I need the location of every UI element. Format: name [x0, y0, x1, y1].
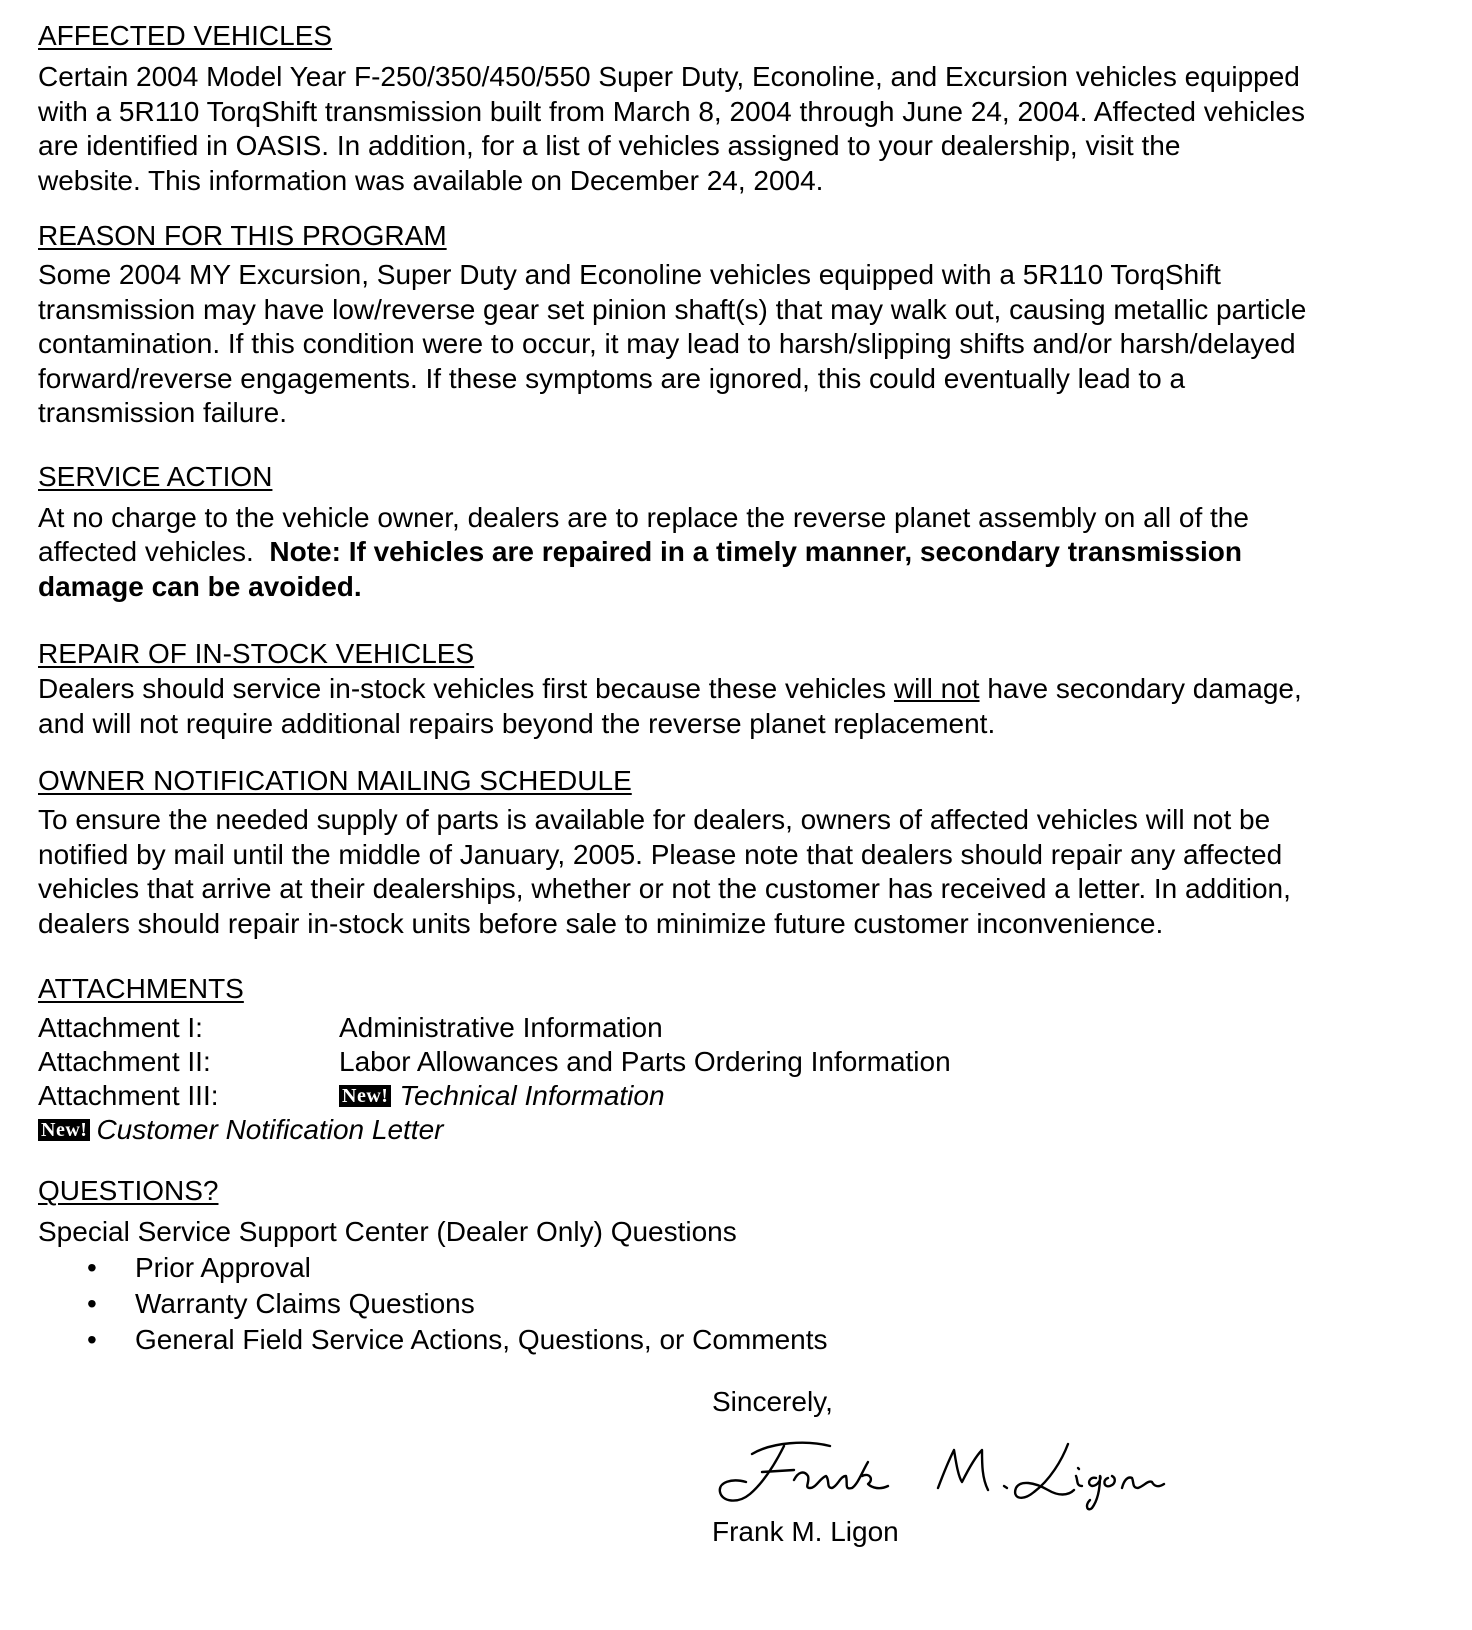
- attachments-section: [38, 971, 1458, 1147]
- in-stock-line: and will not require additional repairs beyond the reverse planet replacement.: [38, 707, 996, 739]
- affected-vehicles-heading: AFFECTED VEHICLES: [38, 20, 333, 51]
- mailing-schedule-section: [38, 763, 1458, 941]
- affected-line: website. This information was available on December 24, 2004.: [38, 164, 824, 196]
- mailing-line: notified by mail until the middle of January, 2005. Please note that dealers should repair any affected: [38, 838, 1283, 870]
- customer-letter-row: [38, 1113, 1458, 1147]
- list-item: [38, 1286, 1458, 1322]
- list-item: [38, 1250, 1458, 1286]
- list-item: [38, 1322, 1458, 1358]
- in-stock-line: [38, 672, 1458, 707]
- reason-heading: REASON FOR THIS PROGRAM: [38, 220, 447, 251]
- affected-line: with a 5R110 TorqShift transmission built from March 8, 2004 through June 24, 2004. Affected vehicles: [38, 95, 1305, 127]
- affected-vehicles-section: [38, 18, 1458, 198]
- list-item-label: General Field Service Actions, Questions, or Comments: [135, 1323, 828, 1355]
- reason-line: Some 2004 MY Excursion, Super Duty and Econoline vehicles equipped with a 5R110 TorqShift: [38, 259, 1221, 290]
- in-stock-heading: REPAIR OF IN-STOCK VEHICLES: [38, 638, 475, 669]
- will-not-emphasis: will not: [893, 673, 980, 704]
- attachment-label: Attachment II:: [38, 1046, 211, 1077]
- attachment-label: Attachment III:: [38, 1080, 219, 1111]
- list-item-label: Prior Approval: [135, 1251, 311, 1283]
- service-action-section: [38, 459, 1458, 605]
- service-line: [38, 535, 1458, 570]
- new-badge: New!: [38, 1119, 90, 1141]
- mailing-line: vehicles that arrive at their dealerships, whether or not the customer has received a letter. In addition,: [38, 873, 1291, 904]
- affected-line: Certain 2004 Model Year F-250/350/450/550 Super Duty, Econoline, and Excursion vehicles equipped: [38, 61, 1300, 92]
- attachment-row: [38, 1011, 1458, 1045]
- service-text: affected vehicles.: [38, 536, 270, 567]
- affected-line: are identified in OASIS. In addition, for a list of vehicles assigned to your dealership, visit the: [38, 130, 1181, 161]
- attachment-row: [38, 1045, 1458, 1079]
- new-badge: New!: [339, 1085, 391, 1107]
- attachments-heading: ATTACHMENTS: [38, 973, 244, 1004]
- attachment-value-wrap: [339, 1079, 665, 1113]
- attachment-row: [38, 1079, 1458, 1113]
- reason-line: contamination. If this condition were to occur, it may lead to harsh/slipping shifts and/or harsh/delayed: [38, 328, 1296, 359]
- bullet-icon: •: [87, 1323, 97, 1355]
- bullet-icon: •: [87, 1251, 97, 1283]
- service-note-line: damage can be avoided.: [38, 570, 362, 602]
- reason-section: [38, 218, 1458, 431]
- attachment-label: Attachment I:: [38, 1012, 203, 1043]
- mailing-line: dealers should repair in-stock units before sale to minimize future customer inconvenience.: [38, 907, 1164, 939]
- reason-line: transmission failure.: [38, 397, 287, 428]
- salutation: Sincerely,: [712, 1386, 833, 1417]
- questions-list: [38, 1250, 1458, 1358]
- attachment-value: Technical Information: [399, 1080, 665, 1111]
- attachment-value: Administrative Information: [339, 1012, 663, 1043]
- handwritten-signature: [712, 1432, 1172, 1512]
- questions-intro: Special Service Support Center (Dealer Only) Questions: [38, 1216, 737, 1247]
- list-item-label: Warranty Claims Questions: [135, 1287, 475, 1319]
- customer-letter-wrap: [38, 1113, 443, 1147]
- service-line: At no charge to the vehicle owner, dealers are to replace the reverse planet assembly on all of the: [38, 501, 1249, 533]
- in-stock-text: Dealers should service in-stock vehicles first because these vehicles: [38, 673, 894, 704]
- mailing-schedule-heading: OWNER NOTIFICATION MAILING SCHEDULE: [38, 765, 632, 796]
- in-stock-section: [38, 636, 1458, 741]
- reason-line: forward/reverse engagements. If these symptoms are ignored, this could eventually lead to a: [38, 362, 1186, 394]
- mailing-line: To ensure the needed supply of parts is available for dealers, owners of affected vehicles will not be: [38, 804, 1271, 835]
- questions-heading: QUESTIONS?: [38, 1175, 219, 1206]
- in-stock-text: have secondary damage,: [979, 673, 1302, 704]
- questions-section: [38, 1173, 1458, 1358]
- bulletin-body: [38, 18, 1458, 1358]
- bullet-icon: •: [87, 1287, 97, 1319]
- service-action-heading: SERVICE ACTION: [38, 460, 273, 492]
- attachment-value: Labor Allowances and Parts Ordering Information: [339, 1046, 951, 1077]
- customer-letter-label: Customer Notification Letter: [96, 1114, 444, 1145]
- signer-name: Frank M. Ligon: [712, 1516, 899, 1547]
- reason-line: transmission may have low/reverse gear set pinion shaft(s) that may walk out, causing metallic particle: [38, 293, 1307, 325]
- service-note: Note: If vehicles are repaired in a timely manner, secondary transmission: [269, 536, 1243, 567]
